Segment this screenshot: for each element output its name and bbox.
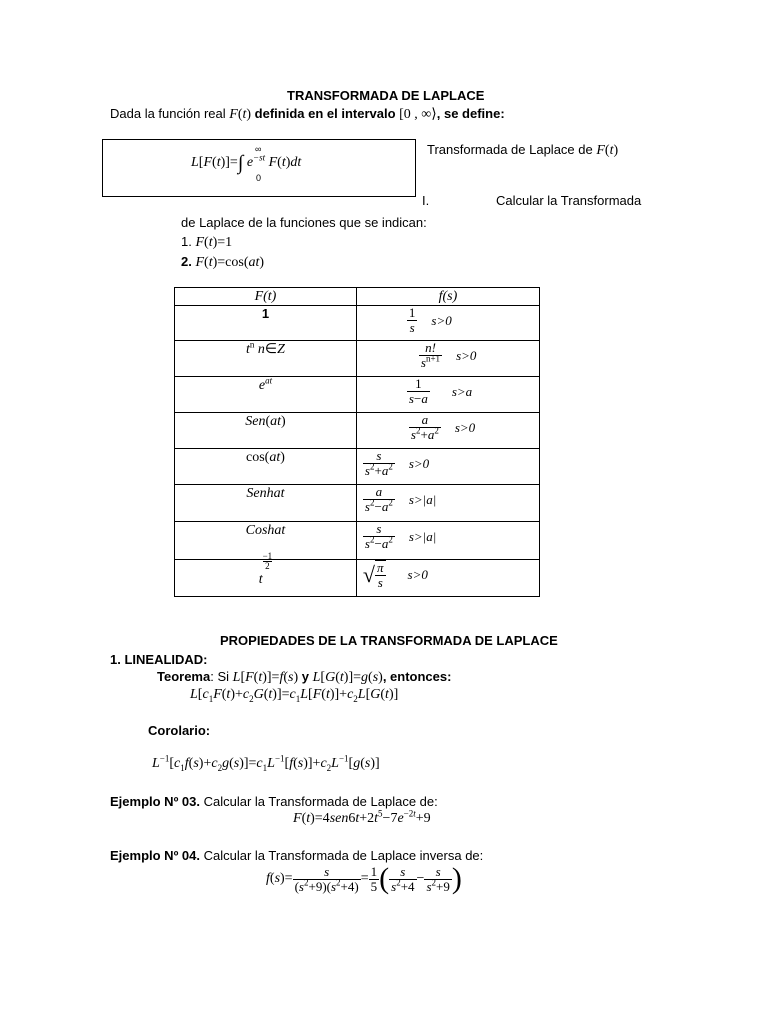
linealidad-formula: $L[c_1F(t)+c_2G(t)]=c_1L[F(t)]+c_2L[G(t)]$ xyxy=(190,687,399,704)
table-cell-ft: $t^n$ n∈Z xyxy=(246,339,285,357)
table-cell-ft: Senhat xyxy=(246,486,285,501)
table-cell-cond: s>0 xyxy=(407,567,428,582)
table-cell-fs: $\frac{a}{s^2-a^2}$ xyxy=(364,484,393,514)
table-cell-cond: s>0 xyxy=(454,419,476,435)
table-cell-ft: Coshat xyxy=(245,523,286,538)
page-title: TRANSFORMADA DE LAPLACE xyxy=(287,88,485,103)
table-cell-ft: 1 xyxy=(261,306,270,321)
intro-prefix: Dada la función real xyxy=(110,106,230,121)
table-cell-ft: Sen(at) xyxy=(245,414,286,429)
table-cell-cond: s>0 xyxy=(408,455,430,471)
table-cell-fs: $\frac{1}{s}$ xyxy=(408,305,416,335)
table-row xyxy=(175,560,540,597)
definition-label: Transformada de Laplace de F(t) xyxy=(427,142,619,158)
table-cell-ft: $e^{at}$ xyxy=(258,375,273,393)
table-row xyxy=(175,377,540,413)
laplace-transform-table xyxy=(174,287,540,597)
table-row xyxy=(175,485,540,522)
exercise-item-2: 2. F(t)=cos(at) xyxy=(181,254,265,270)
table-cell-fs: $\frac{a}{s^2+a^2}$ xyxy=(410,412,439,442)
table-row xyxy=(175,449,540,485)
math-interval: [0 , ∞⟩ xyxy=(399,107,437,122)
ejemplo-04-formula: f(s)= $\frac{s}{(s^2+9)(s^2+4)}$ = $\frac{1}{5}$ ( $\frac{s}{s^2+4}$ − $\frac{s}{s^2+9}$ ) xyxy=(266,862,462,895)
linealidad-heading: 1. LINEALIDAD: xyxy=(110,652,208,667)
integral-lower-limit: 0 xyxy=(256,173,262,183)
properties-title: PROPIEDADES DE LA TRANSFORMADA DE LAPLACE xyxy=(220,633,558,648)
table-cell-fs: $\frac{s}{s^2+a^2}$ xyxy=(364,448,393,478)
table-row xyxy=(175,522,540,560)
intro-bold-end: , se define: xyxy=(436,106,505,121)
ejemplo-04-line: Ejemplo Nº 04. Calcular la Transformada de Laplace inversa de: xyxy=(110,848,484,863)
corolario-label: Corolario: xyxy=(148,723,211,738)
table-cell-fs: $\frac{n!}{s^{n+1}}$ xyxy=(420,340,441,370)
table-cell-ft: cos(at) xyxy=(246,450,285,465)
table-cell-cond: s>|a| xyxy=(408,528,437,544)
sqrt-icon: √ xyxy=(362,562,375,587)
integral-upper-limit: ∞ xyxy=(255,144,262,154)
definition-box xyxy=(102,139,416,197)
table-cell-cond: s>|a| xyxy=(408,491,437,507)
table-cell-fs: $\frac{\pi}{s}$ xyxy=(377,560,384,590)
math-Ft: F xyxy=(229,107,238,122)
table-cell-cond: s>a xyxy=(451,383,473,399)
exercise-line1: Calcular la Transformada xyxy=(496,193,642,208)
intro-line: Dada la función real F(t) definida en el intervalo [0 , ∞⟩, se define: xyxy=(110,106,505,122)
ejemplo-03-formula: $F(t)=4sen6t+2t^5-7e^{-2t}+9$ xyxy=(293,808,431,826)
exercise-numeral: I. xyxy=(422,193,430,208)
table-cell-cond: s>0 xyxy=(456,347,477,363)
exercise-line2: de Laplace de la funciones que se indican: xyxy=(181,215,427,230)
ejemplo-03-line: Ejemplo Nº 03. Calcular la Transformada de Laplace de: xyxy=(110,794,438,809)
table-header-fs: f(s) xyxy=(356,288,539,306)
intro-bold-mid: definida en el intervalo xyxy=(251,106,400,121)
teorema-line: Teorema: Si L[F(t)]=f(s) y L[G(t)]=g(s), entonces: xyxy=(157,669,452,685)
table-row xyxy=(175,341,540,377)
table-cell-fs: $\frac{1}{s-a}$ xyxy=(408,376,428,406)
table-header-ft: F(t) xyxy=(175,288,357,306)
corolario-formula: $L^{-1}[c_1f(s)+c_2g(s)]=c_1L^{-1}[f(s)]+c_2L^{-1}[g(s)]$ xyxy=(152,753,380,773)
exercise-item-1: 1. F(t)=1 xyxy=(181,234,233,250)
table-row xyxy=(175,413,540,449)
laplace-definition-formula: L[F(t)]=∫ $e^{-st}$ F(t)dt xyxy=(191,152,302,174)
table-cell-cond: s>0 xyxy=(431,312,452,328)
table-row xyxy=(175,306,540,341)
table-cell-ft: t $\frac{-1}{2}$ xyxy=(258,551,273,587)
table-cell-fs: $\frac{s}{s^2-a^2}$ xyxy=(364,521,393,551)
table-header-row xyxy=(175,288,540,306)
